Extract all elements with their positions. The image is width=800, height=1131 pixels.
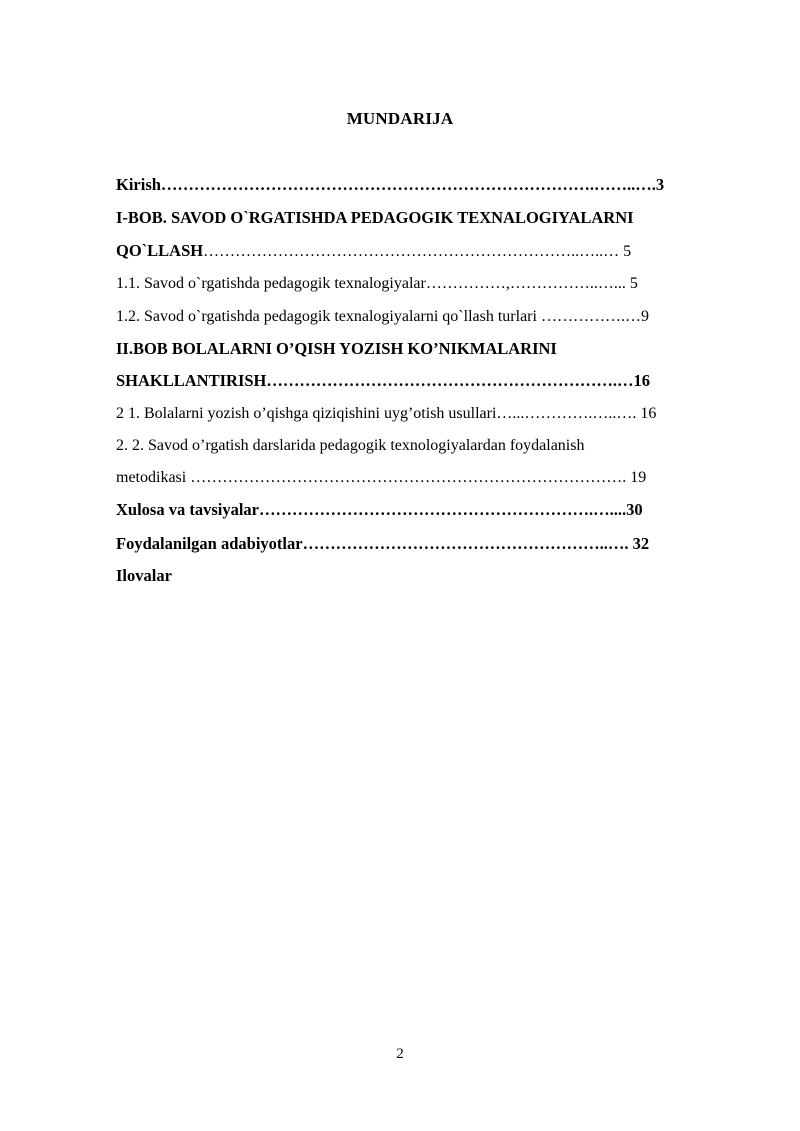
toc-entry-2-2: 2. 2. Savod o’rgatish darslarida pedagogik texnologiyalardan foydalanish [116,437,585,454]
toc-entry-chapter-1-title: I-BOB. SAVOD O`RGATISHDA PEDAGOGIK TEXNALOGIYALARNI [116,208,634,227]
toc-entry-2-2-cont: metodikasi ………………………………………………………………………. 19 [116,469,647,486]
toc-entry-conclusion: Xulosa va tavsiyalar…………………………………………………….…....30 [116,500,643,519]
toc-entry-chapter-2-title: II.BOB BOLALARNI O’QISH YOZISH KO’NIKMALARINI [116,339,557,358]
toc-entry-1-2: 1.2. Savod o`rgatishda pedagogik texnalogiyalarni qo`llash turlari …………….…9 [116,308,649,325]
toc-entry-introduction: Kirish…………………………………………………………………….……..….3 [116,175,665,194]
toc-entry-references: Foydalanilgan adabiyotlar………………………………………………..…. 32 [116,534,650,553]
toc-chapter-1-bold-part: QO`LLASH [116,241,204,260]
page-number: 2 [396,1046,404,1062]
page-title: MUNDARIJA [346,109,454,128]
toc-entry-chapter-2-title-cont: SHAKLLANTIRISH……………………………………………………….…16 [116,371,651,390]
toc-entry-2-1: 2 1. Bolalarni yozish o’qishga qiziqishini uyg’otish usullari…...………….…..…. 16 [116,405,657,422]
toc-entry-1-1: 1.1. Savod o`rgatishda pedagogik texnalogiyalar……………,……………..…... 5 [116,275,638,292]
toc-entry-chapter-1-title-cont [116,241,631,262]
toc-entry-appendices: Ilovalar [116,566,172,585]
toc-chapter-1-leader: ……………………………………………………………..…..… 5 [203,243,632,260]
